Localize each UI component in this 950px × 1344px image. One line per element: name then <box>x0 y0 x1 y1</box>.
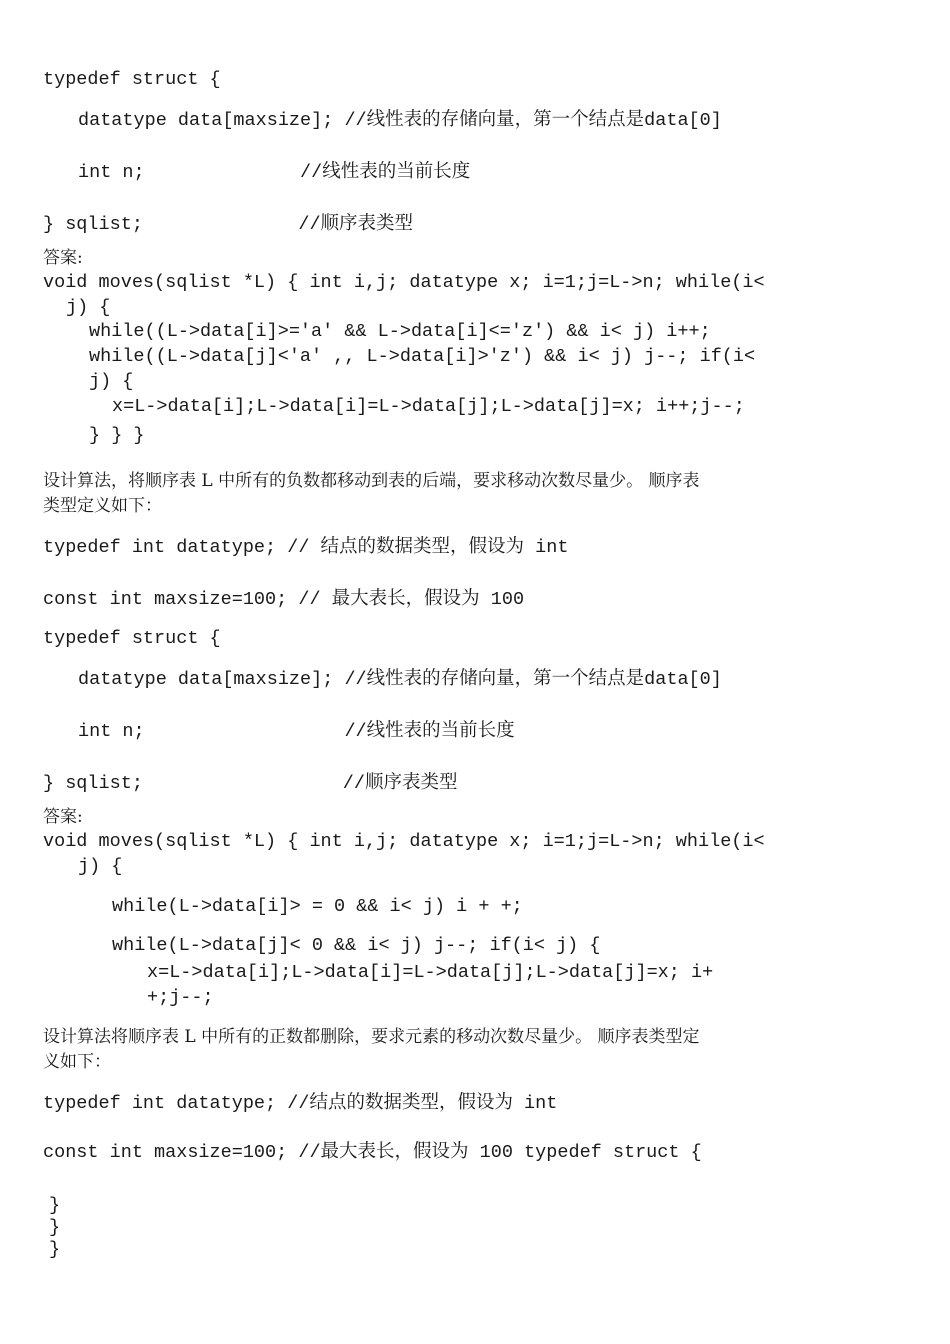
question-paragraph: 设计算法将顺序表 L 中所有的正数都删除，要求元素的移动次数尽量少。 顺序表类型定 <box>43 1027 700 1047</box>
code-line: while(L->data[j]< 0 && i< j) j--; if(i< j) { <box>112 935 601 956</box>
question-paragraph: 类型定义如下： <box>43 496 162 516</box>
code-line: int n; //线性表的当前长度 <box>78 162 471 183</box>
code-line: while(L->data[i]> = 0 && i< j) i + +; <box>112 896 523 917</box>
code-line: } <box>49 1195 61 1216</box>
code-line: x=L->data[i];L->data[i]=L->data[j];L->data[j]=x; i+ <box>147 962 714 983</box>
code-line: } sqlist; //顺序表类型 <box>43 214 414 235</box>
code-line: void moves(sqlist *L) { int i,j; datatype x; i=1;j=L->n; while(i< <box>43 272 765 293</box>
code-line: +;j--; <box>147 987 214 1008</box>
code-line: j) { <box>66 297 111 318</box>
code-line: const int maxsize=100; // 最大表长，假设为 100 <box>43 589 525 610</box>
code-line: } } } <box>89 425 145 446</box>
code-line: typedef struct { <box>43 628 221 649</box>
question-paragraph: 义如下： <box>43 1052 111 1072</box>
code-line: j) { <box>78 856 123 877</box>
answer-label: 答案: <box>43 248 83 268</box>
code-line: while((L->data[i]>='a' && L->data[i]<='z') && i< j) i++; <box>89 321 711 342</box>
code-line: x=L->data[i];L->data[i]=L->data[j];L->data[j]=x; i++;j--; <box>112 396 745 417</box>
code-line: void moves(sqlist *L) { int i,j; datatype x; i=1;j=L->n; while(i< <box>43 831 765 852</box>
code-line: typedef int datatype; //结点的数据类型，假设为 int <box>43 1093 558 1114</box>
code-line: } sqlist; //顺序表类型 <box>43 773 458 794</box>
code-line: while((L->data[j]<'a' ,, L->data[i]>'z') && i< j) j--; if(i< <box>89 346 756 367</box>
code-line: typedef int datatype; // 结点的数据类型，假设为 int <box>43 537 569 558</box>
code-line: const int maxsize=100; //最大表长，假设为 100 typedef struct { <box>43 1142 702 1163</box>
code-line: int n; //线性表的当前长度 <box>78 721 515 742</box>
code-line: datatype data[maxsize]; //线性表的存储向量，第一个结点是data[0] <box>78 669 722 690</box>
code-line: datatype data[maxsize]; //线性表的存储向量，第一个结点是data[0] <box>78 110 722 131</box>
code-line: j) { <box>89 371 134 392</box>
code-line: } <box>49 1217 61 1238</box>
code-line: } <box>49 1239 61 1260</box>
answer-label: 答案: <box>43 807 83 827</box>
code-line: typedef struct { <box>43 69 221 90</box>
question-paragraph: 设计算法，将顺序表 L 中所有的负数都移动到表的后端，要求移动次数尽量少。 顺序表 <box>43 471 700 491</box>
